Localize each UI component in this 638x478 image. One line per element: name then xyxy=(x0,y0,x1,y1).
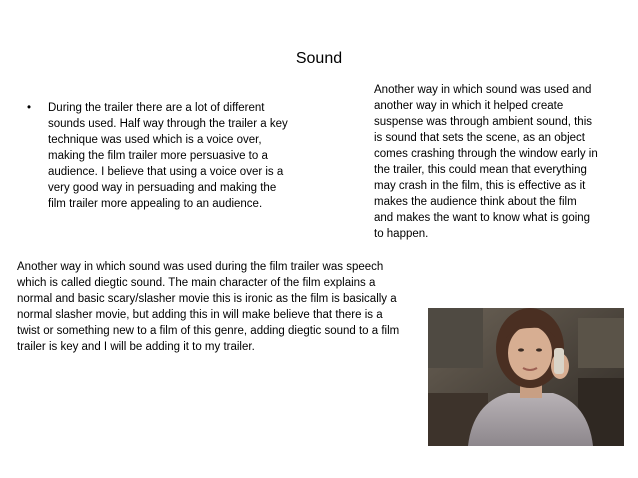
voice-over-paragraph: During the trailer there are a lot of different sounds used. Half way through the trailer a key technique was used which is a voice over, making the film trailer more persuasive to a audience. I believe that using a voice over is a very good way in persuading and making the film trailer more appealing to an audience. xyxy=(48,102,288,210)
girl-on-phone-photo xyxy=(428,308,624,446)
bullet-paragraph xyxy=(27,100,292,212)
slide-title: Sound xyxy=(295,50,343,67)
ambient-sound-paragraph: Another way in which sound was used and another way in which it helped create suspense was through ambient sound, this is sound that sets the scene, as an object comes crashing through the window early in the trailer, this could mean that everything may crash in the film, this is effective as it makes the audience think about the film and makes the want to know what is going to happen. xyxy=(374,84,598,240)
bullet-point-icon: • xyxy=(27,102,32,114)
film-still-image xyxy=(428,308,624,446)
diegetic-sound-paragraph: Another way in which sound was used during the film trailer was speech which is called diegtic sound. The main character of the film explains a normal and basic scary/slasher movie this is ironic as the film is basically a normal slasher movie, but adding this in will make believe that there is a twist or something new to a film of this genre, adding diegtic sound to a film trailer is key and I will be adding it to my trailer. xyxy=(17,261,400,353)
